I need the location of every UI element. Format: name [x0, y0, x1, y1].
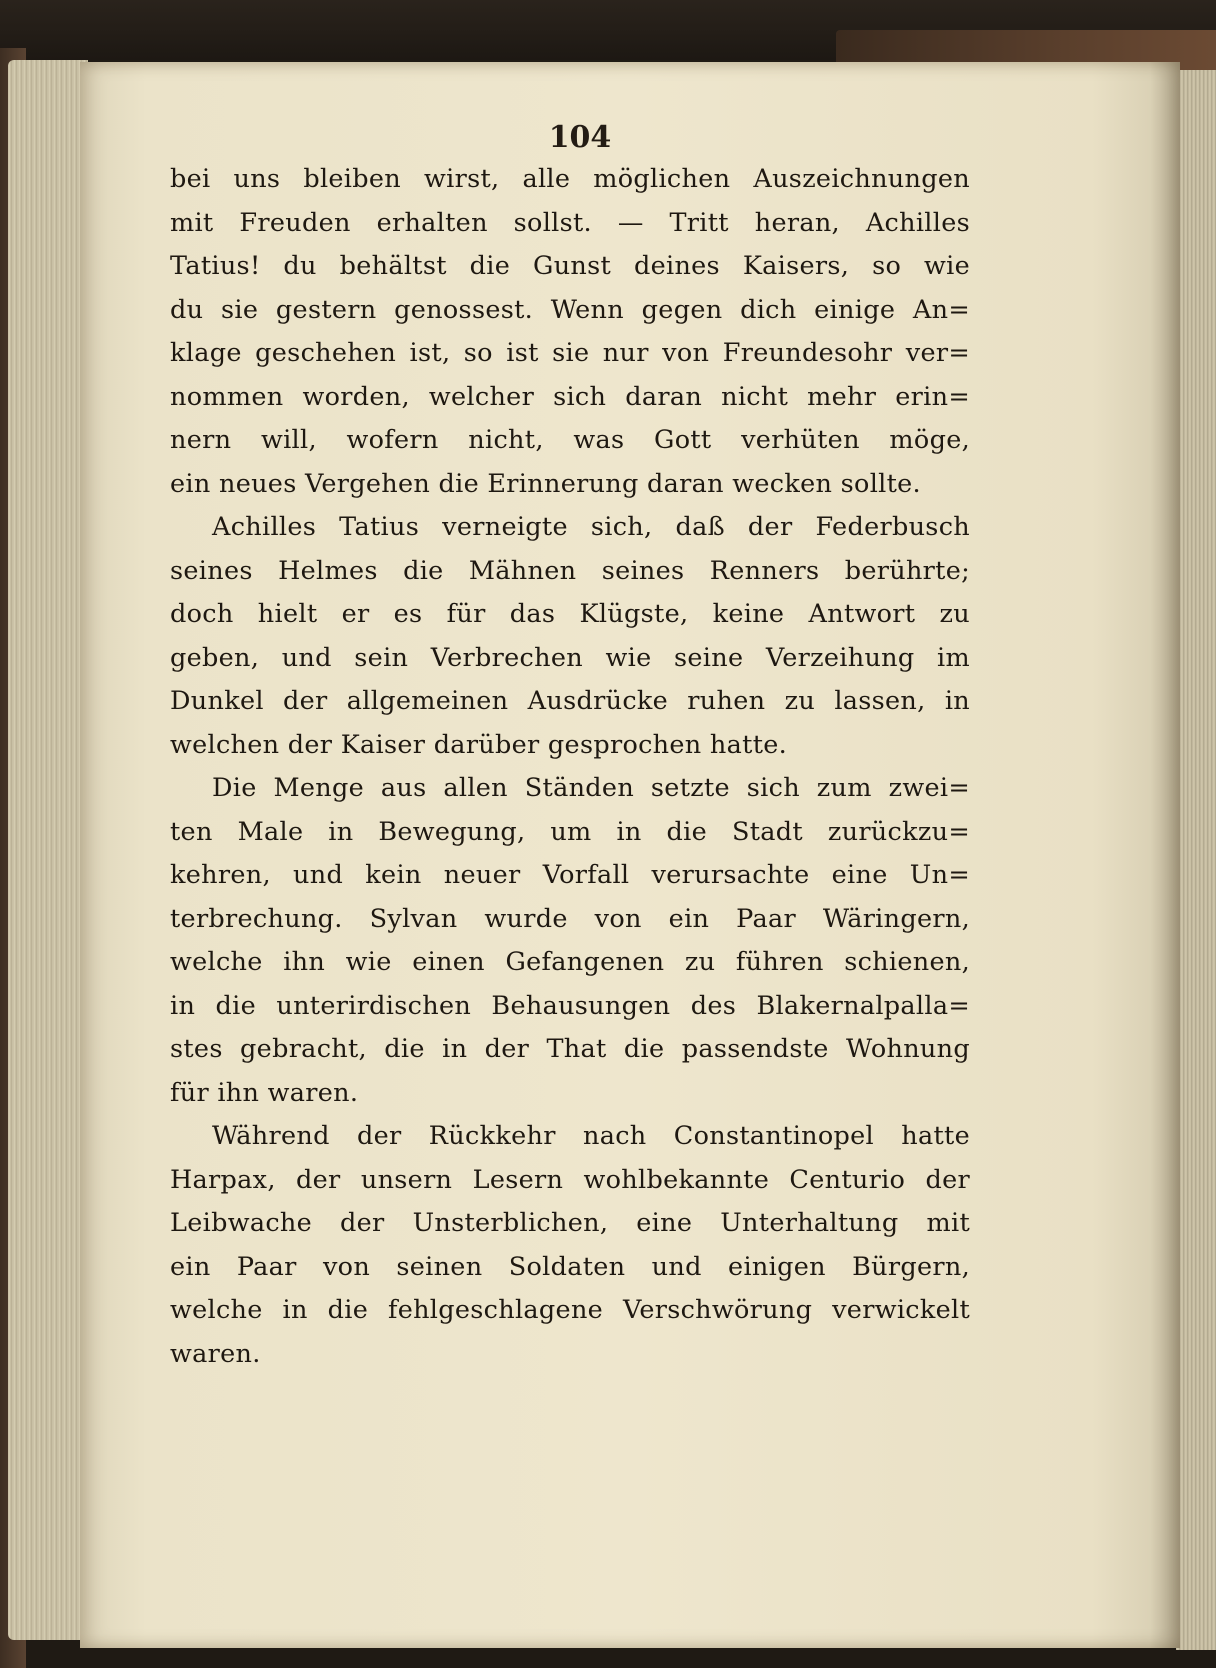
text-line: ein Paar von seinen Soldaten und einigen Bürgern, — [170, 1251, 970, 1282]
text-line: nern will, wofern nicht, was Gott verhüten möge, — [170, 425, 970, 455]
text-line: doch hielt er es für das Klügste, keine Antwort zu — [170, 599, 970, 629]
text-line: welche ihn wie einen Gefangenen zu führen schienen, — [170, 947, 970, 977]
text-line: Achilles Tatius verneigte sich, daß der Federbusch — [212, 512, 970, 542]
text-line: ein neues Vergehen die Erinnerung daran wecken sollte. — [170, 468, 921, 499]
text-line: mit Freuden erhalten sollst. — Tritt heran, Achilles — [170, 207, 970, 238]
text-line: welchen der Kaiser darüber gesprochen hatte. — [170, 729, 788, 760]
text-line: bei uns bleiben wirst, alle möglichen Auszeichnungen — [170, 164, 970, 194]
page-edges-left — [8, 60, 88, 1640]
text-line: geben, und sein Verbrechen wie seine Verzeihung im — [170, 642, 970, 673]
text-line: Die Menge aus allen Ständen setzte sich zum zwei= — [212, 773, 970, 803]
text-line: Harpax, der unsern Lesern wohlbekannte Centurio der — [170, 1164, 970, 1195]
text-line: ten Male in Bewegung, um in die Stadt zurückzu= — [170, 816, 970, 847]
text-line: in die unterirdischen Behausungen des Blakernalpalla= — [170, 990, 970, 1021]
text-line: waren. — [170, 1338, 261, 1369]
text-line: Dunkel der allgemeinen Ausdrücke ruhen zu lassen, in — [170, 686, 970, 716]
text-line: stes gebracht, die in der That die passendste Wohnung — [170, 1034, 970, 1064]
page-number: 104 — [548, 120, 612, 155]
text-line: terbrechung. Sylvan wurde von ein Paar Wäringern, — [170, 903, 970, 934]
page-edges-right — [1176, 70, 1216, 1650]
text-line: seines Helmes die Mähnen seines Renners berührte; — [170, 555, 970, 586]
text-line: Während der Rückkehr nach Constantinopel hatte — [212, 1121, 970, 1151]
text-line: du sie gestern genossest. Wenn gegen dich einige An= — [170, 294, 970, 325]
text-line: Leibwache der Unsterblichen, eine Unterhaltung mit — [170, 1208, 970, 1238]
spine-shadow — [1150, 62, 1180, 1648]
text-line: klage geschehen ist, so ist sie nur von Freundesohr ver= — [170, 338, 970, 368]
text-line: welche in die fehlgeschlagene Verschwörung verwickelt — [170, 1295, 970, 1325]
page-text — [170, 158, 970, 1458]
text-line: für ihn waren. — [170, 1077, 359, 1108]
text-line: kehren, und kein neuer Vorfall verursachte eine Un= — [170, 860, 970, 890]
text-line: Tatius! du behältst die Gunst deines Kaisers, so wie — [170, 251, 970, 281]
text-line: nommen worden, welcher sich daran nicht mehr erin= — [170, 381, 970, 412]
